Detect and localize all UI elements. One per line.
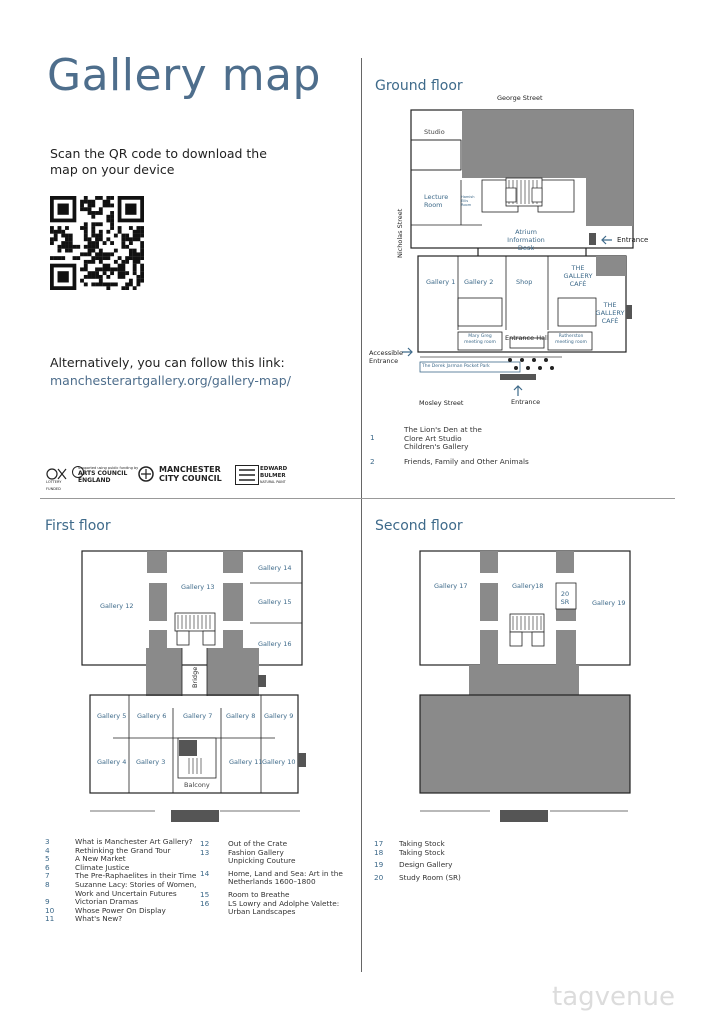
legend-entry: Home, Land and Sea: Art in the bbox=[228, 868, 343, 878]
legend-number: 11 bbox=[45, 914, 55, 924]
atrium-label: Atrium Information Desk bbox=[507, 228, 545, 252]
legend-number: 2 bbox=[370, 457, 375, 466]
legend-number: 19 bbox=[374, 860, 384, 870]
gallery-cafe-2-label: THE GALLERY CAFÉ bbox=[595, 301, 625, 325]
legend-number: 20 bbox=[374, 872, 384, 882]
page-title: Gallery map bbox=[47, 50, 321, 101]
gallery-12-label: Gallery 12 bbox=[100, 602, 134, 610]
second-floor-legend bbox=[374, 840, 534, 900]
legend-entry: A New Market bbox=[75, 854, 126, 864]
legend-entry: Victorian Dramas bbox=[75, 897, 139, 907]
tagvenue-watermark: tagvenue bbox=[552, 982, 675, 1012]
mosley-street-label: Mosley Street bbox=[419, 399, 464, 407]
learning-room-label: Hamish Ellis Room bbox=[461, 195, 475, 207]
legend-entry: Whose Power On Display bbox=[75, 905, 166, 915]
legend-entry: Taking Stock bbox=[399, 847, 445, 857]
ground-floor-plan[interactable] bbox=[362, 100, 672, 420]
legend-number: 8 bbox=[45, 880, 50, 889]
bridge-label: Bridge bbox=[191, 666, 199, 688]
ground-floor-title: Ground floor bbox=[375, 78, 463, 94]
legend-entry: Out of the Crate bbox=[228, 839, 288, 848]
qr-code[interactable] bbox=[50, 196, 144, 290]
pocket-park-label: The Derek Jarman Pocket Park bbox=[422, 364, 490, 369]
arts-council-logo: ARTS COUNCIL ENGLAND bbox=[78, 470, 128, 484]
south-entrance-label[interactable]: Entrance bbox=[511, 398, 541, 406]
legend-number: 12 bbox=[200, 839, 210, 848]
legend-entry: The Lion's Den at the Clore Art Studio Children's Gallery bbox=[404, 425, 482, 452]
legend-number: 1 bbox=[370, 433, 375, 442]
legend-number: 13 bbox=[200, 847, 210, 857]
lottery-logo: LOTTERY FUNDED bbox=[46, 466, 68, 484]
first-floor-title: First floor bbox=[45, 518, 111, 534]
gallery-14-label: Gallery 14 bbox=[258, 564, 292, 572]
alt-text: Alternatively, you can follow this link: bbox=[50, 355, 285, 370]
first-floor-legend-right bbox=[200, 840, 360, 940]
legend-number: 6 bbox=[45, 862, 50, 872]
bulmer-tagline: NATURAL PAINT bbox=[260, 480, 286, 484]
east-entrance-label[interactable]: Entrance bbox=[617, 236, 649, 244]
legend-number: 14 bbox=[200, 868, 210, 878]
shop-label: Shop bbox=[516, 278, 533, 286]
gallery-map-link[interactable]: manchesterartgallery.org/gallery-map/ bbox=[50, 373, 291, 388]
bulmer-icon bbox=[235, 465, 259, 485]
legend-number: 10 bbox=[45, 905, 55, 915]
gallery-17-label: Gallery 17 bbox=[434, 582, 468, 590]
legend-number: 4 bbox=[45, 845, 50, 855]
gallery-2-label: Gallery 2 bbox=[464, 278, 494, 286]
legend-entry: Study Room (SR) bbox=[399, 872, 461, 882]
legend-number: 9 bbox=[45, 897, 50, 907]
gallery-13-label: Gallery 13 bbox=[181, 583, 215, 591]
ground-floor-legend bbox=[370, 426, 570, 476]
gallery-19-label: Gallery 19 bbox=[592, 599, 626, 607]
scan-instructions: Scan the QR code to download the map on your device bbox=[50, 146, 267, 177]
legend-entry: Room to Breathe bbox=[228, 890, 290, 899]
legend-number: 17 bbox=[374, 839, 384, 848]
first-floor-legend-left bbox=[45, 838, 205, 938]
legend-number: 18 bbox=[374, 847, 384, 857]
gallery-3-label: Gallery 3 bbox=[136, 758, 166, 766]
legend-number: 3 bbox=[45, 837, 50, 846]
lecture-room-label: Lecture Room bbox=[424, 193, 449, 209]
gallery-15-label: Gallery 15 bbox=[258, 598, 292, 606]
mary-greg-room-label: Mary Greg meeting room bbox=[464, 334, 496, 345]
legend-entry: Design Gallery bbox=[399, 860, 453, 870]
studio-label: Studio bbox=[424, 128, 445, 136]
legend-number: 5 bbox=[45, 854, 50, 864]
legend-entry: Rethinking the Grand Tour bbox=[75, 845, 171, 855]
legend-entry: Unpicking Couture bbox=[228, 856, 296, 866]
legend-entry: What's New? bbox=[75, 914, 123, 924]
second-floor-plan[interactable] bbox=[410, 548, 640, 830]
arts-council-tagline: Supported using public funding by bbox=[78, 466, 139, 470]
legend-entry: The Pre-Raphaelites in their Time bbox=[75, 871, 197, 881]
gallery-7-label: Gallery 7 bbox=[183, 712, 213, 720]
gallery-8-label: Gallery 8 bbox=[226, 712, 256, 720]
legend-entry: Fashion Gallery bbox=[228, 847, 284, 857]
entrance-hall-label: Entrance Hall bbox=[505, 334, 549, 342]
gallery-5-label: Gallery 5 bbox=[97, 712, 127, 720]
gallery-1-label: Gallery 1 bbox=[426, 278, 456, 286]
accessible-entrance-label[interactable]: Accessible Entrance bbox=[369, 349, 403, 365]
legend-entry: Friends, Family and Other Animals bbox=[404, 457, 529, 466]
gallery-18-label: Gallery18 bbox=[512, 582, 544, 590]
legend-entry: Taking Stock bbox=[399, 839, 445, 848]
legend-entry: Work and Uncertain Futures bbox=[75, 888, 177, 898]
rutherston-room-label: Rutherston meeting room bbox=[555, 334, 587, 345]
balcony-label: Balcony bbox=[184, 781, 210, 789]
gallery-cafe-label: THE GALLERY CAFÉ bbox=[563, 264, 593, 288]
george-street-label: George Street bbox=[497, 94, 543, 102]
legend-number: 7 bbox=[45, 871, 50, 881]
legend-entry: What is Manchester Art Gallery? bbox=[75, 837, 193, 846]
legend-entry: Climate Justice bbox=[75, 862, 130, 872]
manchester-logo: MANCHESTER CITY COUNCIL bbox=[159, 465, 222, 483]
study-room-label: 20 SR bbox=[560, 590, 570, 606]
horizontal-divider bbox=[40, 498, 675, 499]
legend-entry: LS Lowry and Adolphe Valette: bbox=[228, 898, 340, 908]
gallery-4-label: Gallery 4 bbox=[97, 758, 127, 766]
nicholas-street-label: Nicholas Street bbox=[396, 208, 404, 258]
bulmer-logo: EDWARD BULMER bbox=[260, 466, 288, 479]
gallery-11-label: Gallery 11 bbox=[229, 758, 263, 766]
gallery-6-label: Gallery 6 bbox=[137, 712, 167, 720]
gallery-16-label: Gallery 16 bbox=[258, 640, 292, 648]
second-floor-title: Second floor bbox=[375, 518, 463, 534]
legend-number: 16 bbox=[200, 898, 210, 908]
manchester-bee-icon bbox=[137, 465, 155, 483]
legend-number: 15 bbox=[200, 890, 210, 899]
legend-entry: Netherlands 1600–1800 bbox=[228, 877, 316, 887]
gallery-9-label: Gallery 9 bbox=[264, 712, 294, 720]
legend-entry: Urban Landscapes bbox=[228, 907, 296, 917]
gallery-10-label: Gallery 10 bbox=[262, 758, 296, 766]
legend-entry: Suzanne Lacy: Stories of Women, bbox=[75, 880, 197, 889]
